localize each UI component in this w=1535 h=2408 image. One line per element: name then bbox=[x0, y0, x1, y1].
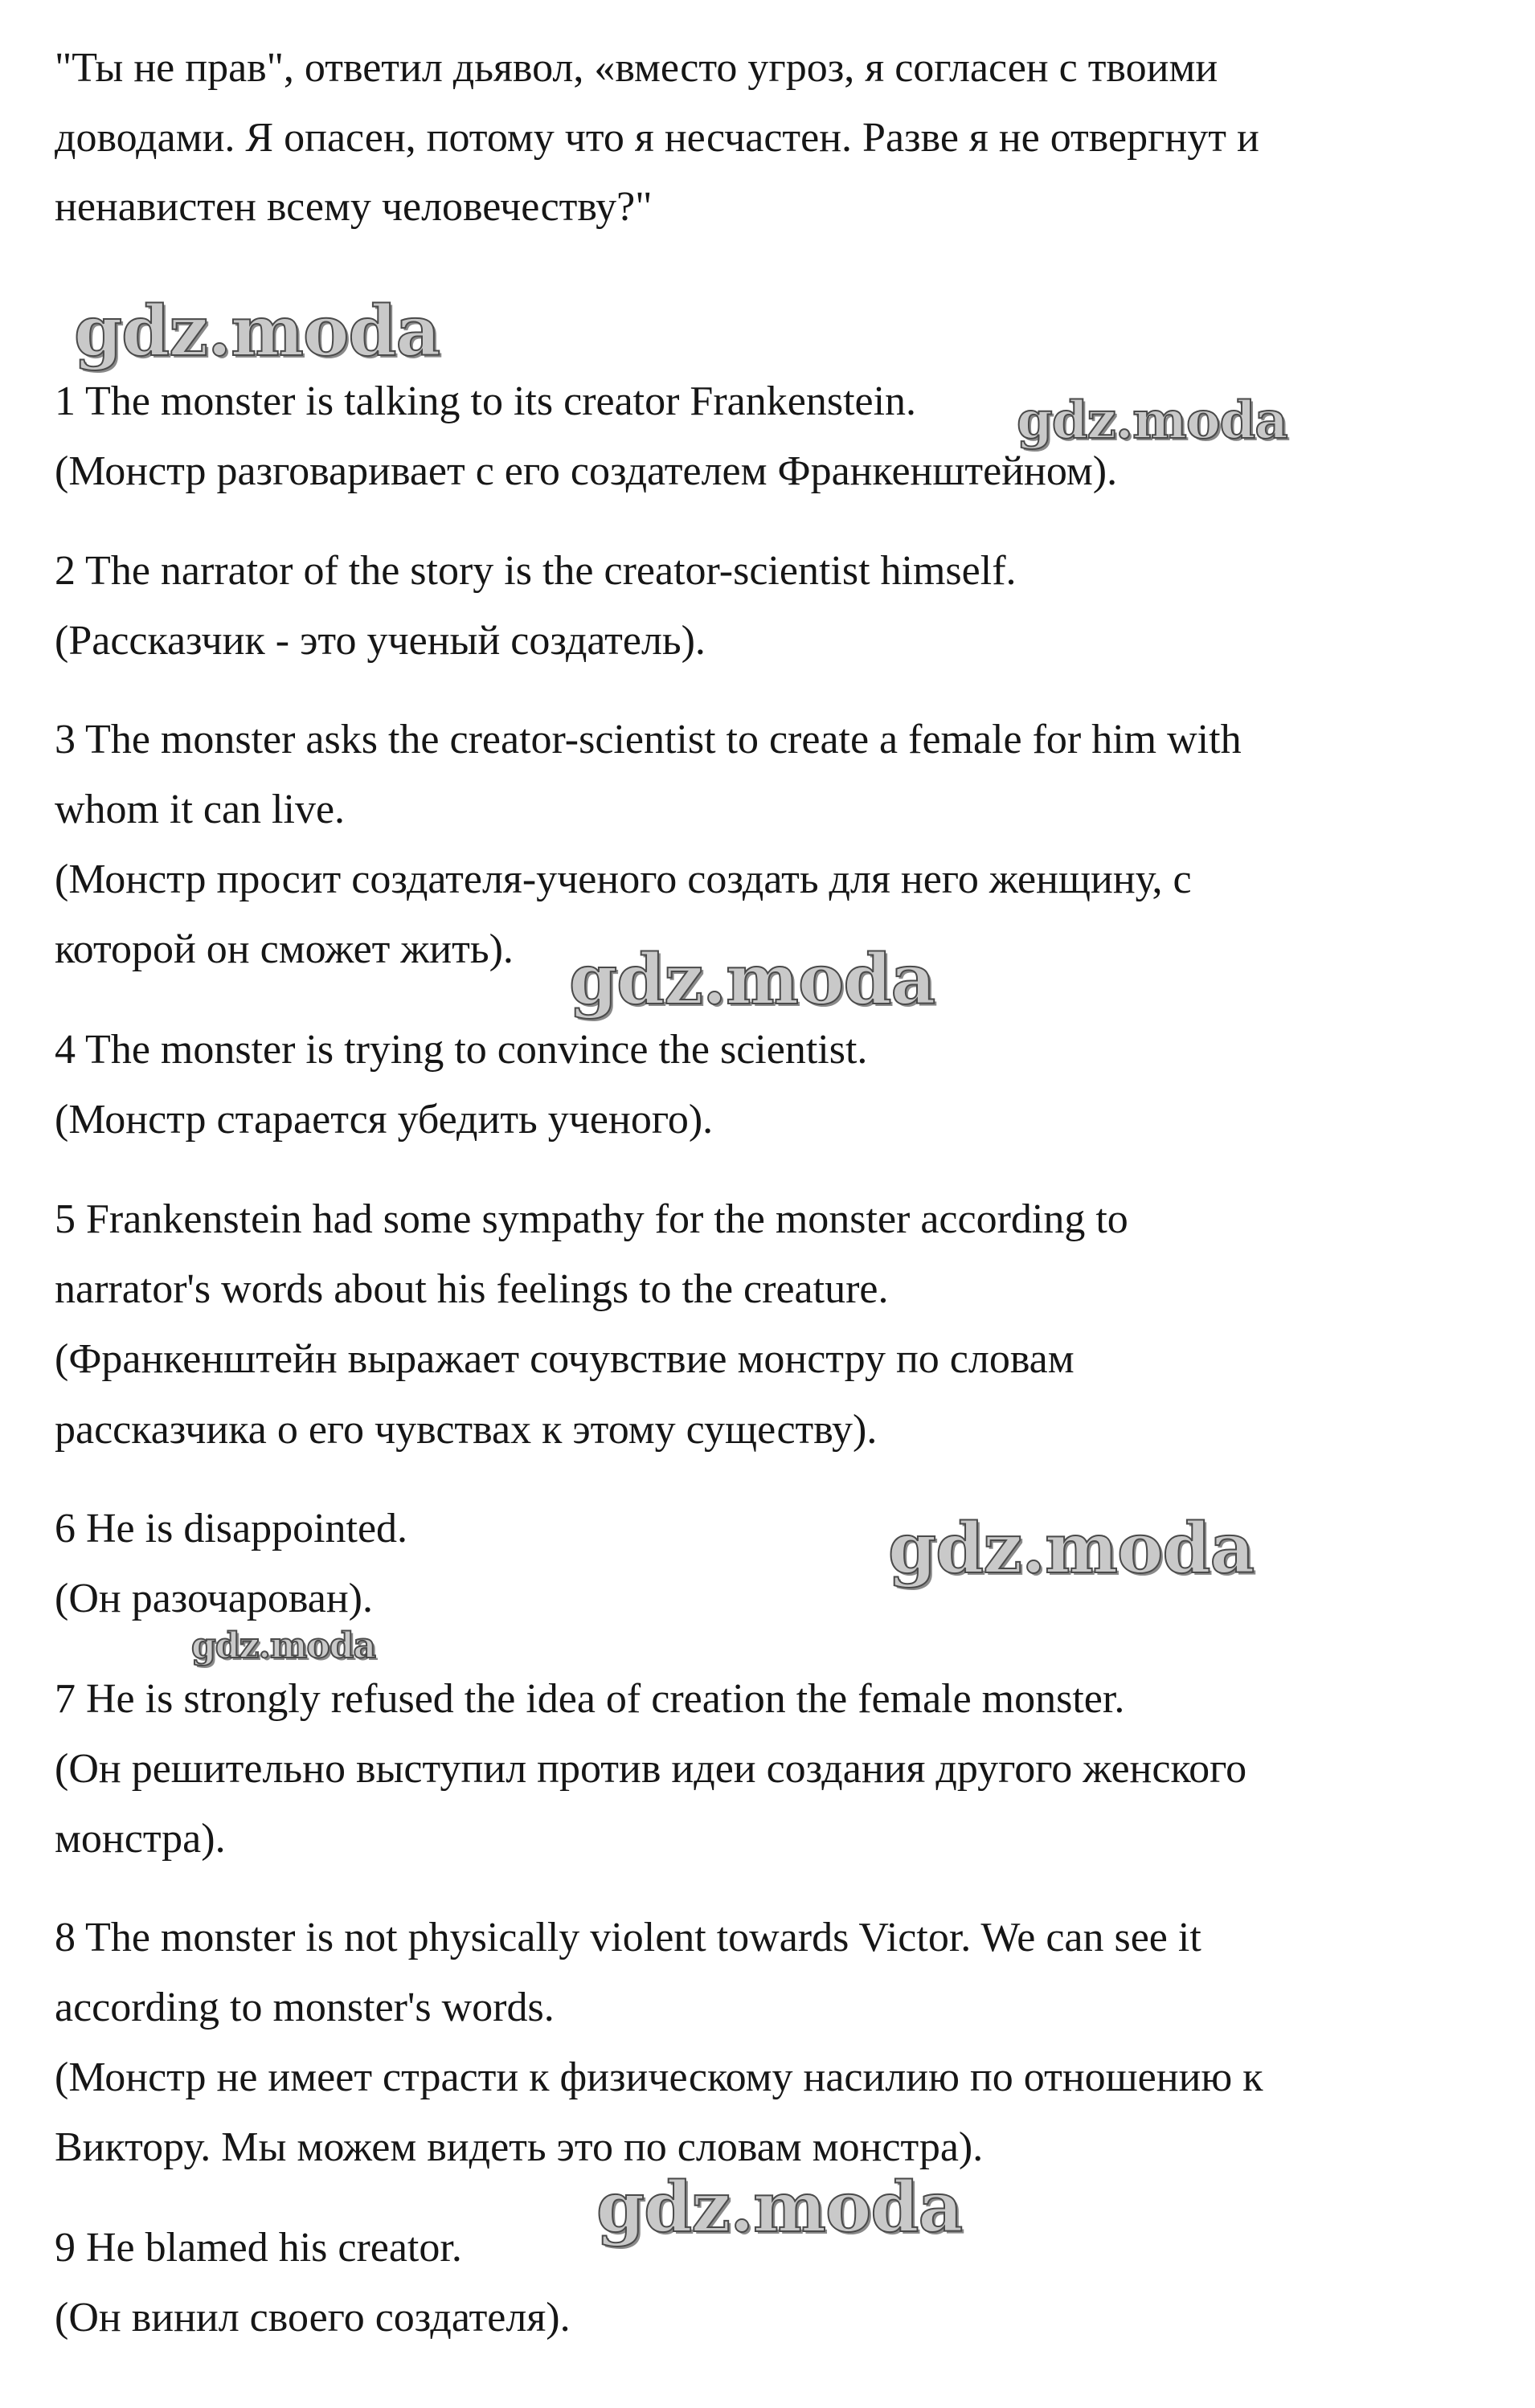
answer-5-ru-2: рассказчика о его чувствах к этому существу). bbox=[55, 1407, 878, 1453]
answer-3-ru-1: (Монстр просит создателя-ученого создать для него женщину, с bbox=[55, 856, 1192, 902]
answer-3-en-1: 3 The monster asks the creator-scientist to create a female for him with bbox=[55, 717, 1242, 762]
answer-9-ru: (Он винил своего создателя). bbox=[55, 2295, 571, 2341]
answer-9-en: 9 He blamed his creator. bbox=[55, 2225, 462, 2271]
answer-8-en-2: according to monster's words. bbox=[55, 1985, 555, 2030]
answer-2-en: 2 The narrator of the story is the creator-scientist himself. bbox=[55, 548, 1017, 594]
answer-5-en-2: narrator's words about his feelings to the creature. bbox=[55, 1266, 889, 1312]
answer-3-en-2: whom it can live. bbox=[55, 787, 346, 832]
answer-4-en: 4 The monster is trying to convince the scientist. bbox=[55, 1027, 868, 1073]
answer-3-ru-2: которой он сможет жить). bbox=[55, 926, 514, 972]
answer-8-ru-2: Виктору. Мы можем видеть это по словам монстра). bbox=[55, 2124, 984, 2170]
watermark-logo: gdz.moda bbox=[569, 939, 935, 1020]
answer-7-ru-2: монстра). bbox=[55, 1816, 226, 1862]
watermark-logo: gdz.moda bbox=[888, 1508, 1255, 1589]
answer-8-ru-1: (Монстр не имеет страсти к физическому насилию по отношению к bbox=[55, 2054, 1263, 2100]
answer-6-ru: (Он разочарован). bbox=[55, 1576, 373, 1621]
answer-5-en-1: 5 Frankenstein had some sympathy for the monster according to bbox=[55, 1196, 1128, 1242]
watermark-logo: gdz.moda bbox=[596, 2167, 963, 2248]
answer-5-ru-1: (Франкенштейн выражает сочувствие монстру по словам bbox=[55, 1336, 1074, 1382]
answer-1-ru: (Монстр разговаривает с его создателем Франкенштейном). bbox=[55, 448, 1118, 494]
watermark-logo: gdz.moda bbox=[74, 291, 440, 372]
answer-6-en: 6 He is disappointed. bbox=[55, 1506, 408, 1552]
answer-4-ru: (Монстр старается убедить ученого). bbox=[55, 1097, 714, 1143]
answer-8-en-1: 8 The monster is not physically violent towards Victor. We can see it bbox=[55, 1915, 1201, 1960]
answer-1-en: 1 The monster is talking to its creator Frankenstein. bbox=[55, 378, 917, 424]
intro-line-3: ненавистен всему человечеству?" bbox=[55, 184, 653, 230]
intro-line-1: "Ты не прав", ответил дьявол, «вместо угроз, я согласен с твоими bbox=[55, 45, 1218, 91]
watermark-logo: gdz.moda bbox=[191, 1625, 376, 1666]
answer-7-ru-1: (Он решительно выступил против идеи создания другого женского bbox=[55, 1746, 1247, 1792]
watermark-logo: gdz.moda bbox=[1017, 390, 1287, 451]
answer-7-en: 7 He is strongly refused the idea of creation the female monster. bbox=[55, 1676, 1125, 1722]
answer-2-ru: (Рассказчик - это ученый создатель). bbox=[55, 618, 706, 664]
intro-line-2: доводами. Я опасен, потому что я несчастен. Разве я не отвергнут и bbox=[55, 115, 1259, 161]
